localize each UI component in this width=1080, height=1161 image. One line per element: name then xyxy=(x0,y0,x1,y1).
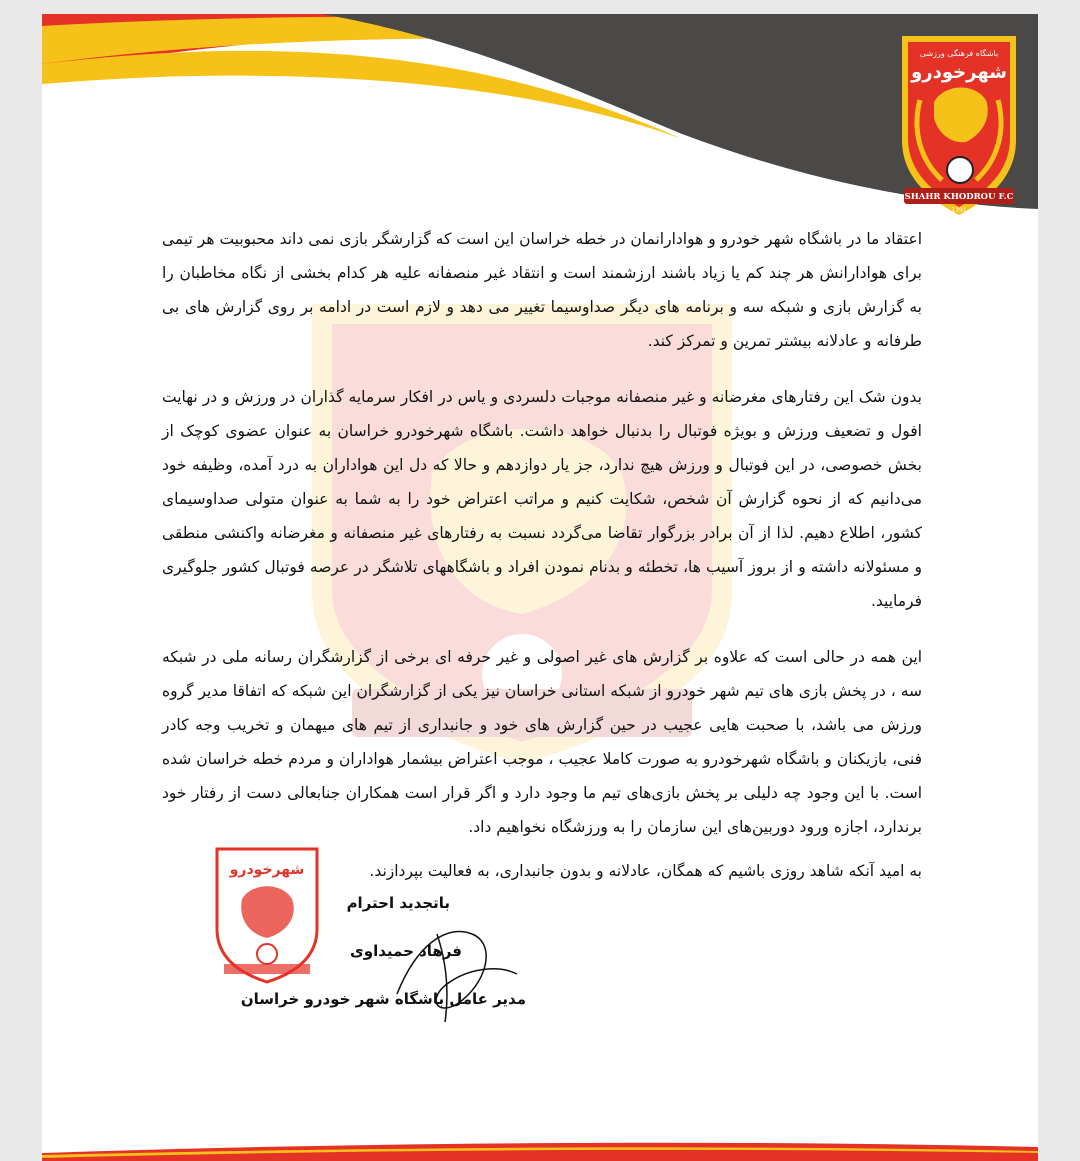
footer-swoosh-decoration xyxy=(42,1121,1038,1161)
paragraph-3: این همه در حالی است که علاوه بر گزارش های غیر اصولی و غیر حرفه ای برخی از گزارشگران رسانه ملی در شبکه سه ، در پخش بازی های تیم شهر خودرو از شبکه استانی خراسان نیز یکی از گزارشگران این شبکه که اتفاقا مدیر گروه ورزش می باشد، با صحبت هایی عجیب در حین گزارش های خود و جانبداری از تیم های میهمان و تخریب وجه کادر فنی، بازیکنان و باشگاه شهرخودرو به صورت کاملا عجیب ، موجب اعتراض بیشمار هواداران و مردم خطه خراسان شده است. با این وجود چه دلیلی بر پخش بازی‌های تیم ما وجود دارد و اگر قرار است همکاران جنابعالی دست از رفتار خود برندارد، اجازه ورود دوربین‌های این سازمان را به ورزشگاه نخواهیم داد. xyxy=(162,648,922,836)
paragraph-1: اعتقاد ما در باشگاه شهر خودرو و هوادارانمان در خطه خراسان این است که گزارشگر بازی نمی داند محبوبیت هر تیمی برای هوادارانش هر چند کم یا زیاد باشند ارزشمند است و انتقاد غیر منصفانه علیه هر کدام بخشی از نگاه مخاطبان را به گزارش بازی و شبکه سه و برنامه های دیگر صداوسیما تغییر می دهد و لازم است در ادامه بر روی گزارش های بی طرفانه و عادلانه بیشتر تمرین و تمرکز کند. xyxy=(162,230,922,350)
paragraph-4: به امید آنکه شاهد روزی باشیم که همگان، عادلانه و بدون جانبداری، به فعالیت بپردازند. xyxy=(369,862,922,880)
logo-football xyxy=(947,157,973,183)
signature-block xyxy=(202,844,602,1024)
header-swoosh-decoration xyxy=(42,14,1038,214)
club-stamp xyxy=(212,844,322,984)
letter-page xyxy=(42,14,1038,1161)
paragraph-2: بدون شک این رفتارهای مغرضانه و غیر منصفانه موجبات دلسردی و یاس در افکار سرمایه گذاران در ورزش و در نهایت افول و تضعیف ورزش و بویژه فوتبال را بدنبال خواهد داشت. باشگاه شهرخودرو خراسان به عنوان عضوی کوچک از بخش خصوصی، در این فوتبال و ورزش هیچ ندارد، جز یار دوازدهم و حالا که دل این هواداران به درد آمده، وظیفه خود می‌دانیم که از نحوه گزارش آن شخص، شکایت کنیم و مراتب اعتراض خود را به شما به عنوان متولی صداوسیمای کشور، اطلاع دهیم. لذا از آن برادر بزرگوار تقاضا می‌گردد نسبت به رفتارهای غیر منصفانه و مغرضانه واکنشی منطقی و مسئولانه داشته و از بروز آسیب ها، تخطئه و بدنام نمودن افراد و باشگاههای تلاشگر در عرصه فوتبال کشور جلوگیری فرمایید. xyxy=(162,388,922,610)
signature-closing: باتجدید احترام xyxy=(346,894,450,912)
club-logo xyxy=(894,30,1024,220)
signature-title: مدیر عامل باشگاه شهر خودرو خراسان xyxy=(240,990,526,1008)
logo-arabic-top: باشگاه فرهنگی ورزشی xyxy=(919,49,999,58)
logo-arabic-name: شهرخودرو xyxy=(911,62,1007,83)
logo-latin-name: SHAHR KHODROU F.C xyxy=(904,192,1014,202)
letter-body xyxy=(162,222,922,910)
stamp-arabic-name: شهرخودرو xyxy=(229,862,305,878)
logo-year: 1391 xyxy=(951,207,967,214)
signature-name: فرهاد حمیداوی xyxy=(350,942,462,960)
